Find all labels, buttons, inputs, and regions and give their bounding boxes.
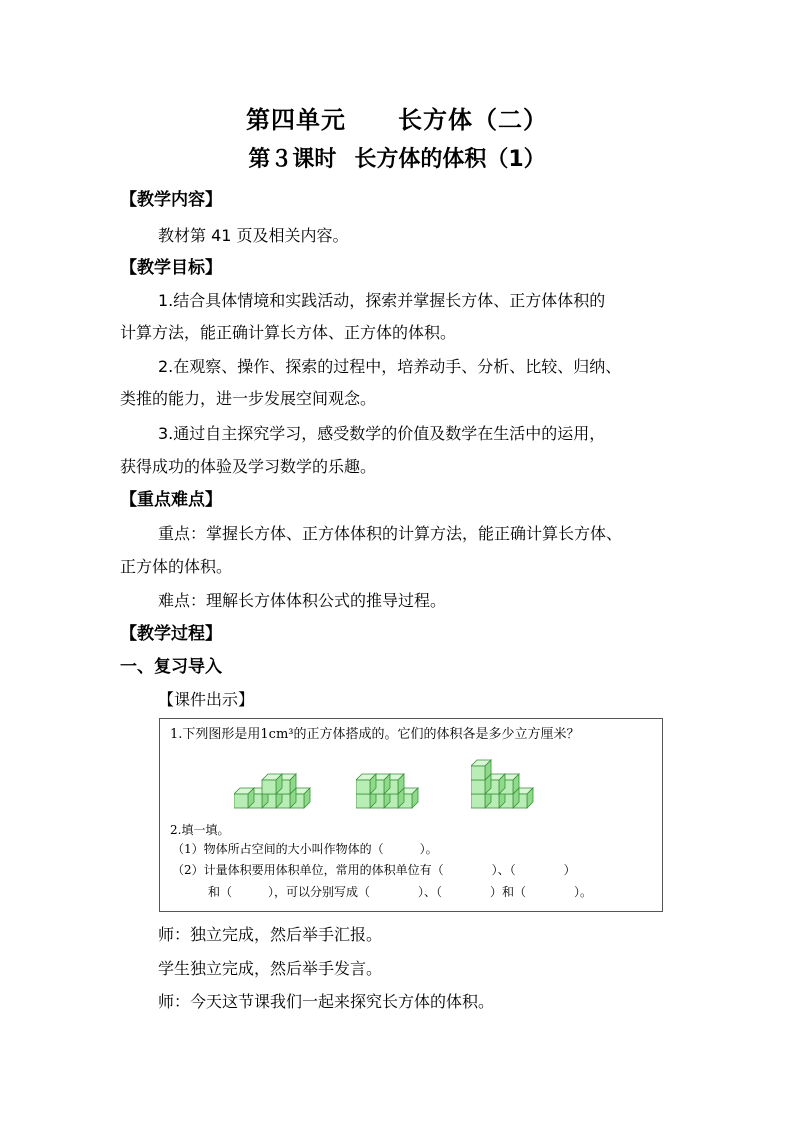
goal-3-line-2: 获得成功的体验及学习数学的乐趣。 xyxy=(120,457,377,476)
cube xyxy=(356,794,370,808)
question-1-text: 1.下列图形是用1cm³的正方体搭成的。它们的体积各是多少立方厘米？ xyxy=(170,727,580,742)
process-heading: 【教学过程】 xyxy=(120,624,222,644)
cube-figure-3 xyxy=(471,753,543,809)
cube-group-1 xyxy=(234,774,310,808)
question-2-2-text: （2）计量体积要用体积单位，常用的体积单位有（ ）、（ ） xyxy=(172,863,576,877)
cube xyxy=(471,766,485,780)
cube xyxy=(262,780,276,794)
keypoints-heading: 【重点难点】 xyxy=(120,490,222,510)
cube-group-2 xyxy=(356,774,418,808)
cube xyxy=(471,794,485,808)
courseware-box xyxy=(159,718,663,912)
goals-heading: 【教学目标】 xyxy=(120,258,222,278)
difficulty-text: 难点：理解长方体体积公式的推导过程。 xyxy=(158,591,447,610)
cube xyxy=(356,780,370,794)
unit-title xyxy=(0,100,794,135)
content-heading: 【教学内容】 xyxy=(120,190,222,210)
lesson-number: 第３课时 xyxy=(248,147,337,172)
chapter-label: 长方体（二） xyxy=(398,106,548,134)
dialogue-line-2: 学生独立完成，然后举手发言。 xyxy=(158,959,383,978)
question-2-3-text: 和（ ），可以分别写成（ ）、（ ）和（ ）。 xyxy=(208,885,593,899)
courseware-label: 【课件出示】 xyxy=(158,690,255,709)
goal-2-line-2: 类推的能力，进一步发展空间观念。 xyxy=(120,389,377,408)
cube-figure-2 xyxy=(356,767,426,809)
cube xyxy=(471,780,485,794)
key-point-line-1: 重点：掌握长方体、正方体体积的计算方法，能正确计算长方体、 xyxy=(158,524,623,543)
dialogue-line-1: 师：独立完成，然后举手汇报。 xyxy=(158,925,383,944)
cube-figure-1 xyxy=(234,767,314,809)
goal-2-line-1: 2.在观察、操作、探索的过程中，培养动手、分析、比较、归纳、 xyxy=(158,357,622,376)
content-text: 教材第 41 页及相关内容。 xyxy=(158,226,349,245)
question-2-text: 2.填一填。 xyxy=(170,823,230,837)
cube xyxy=(234,794,248,808)
question-2-1-text: （1）物体所占空间的大小叫作物体的（ ）。 xyxy=(172,842,438,856)
dialogue-line-3: 师：今天这节课我们一起来探究长方体的体积。 xyxy=(158,992,495,1011)
lesson-title xyxy=(0,142,794,173)
goal-1-line-1: 1.结合具体情境和实践活动，探索并掌握长方体、正方体体积的 xyxy=(158,291,606,310)
cube-group-3 xyxy=(471,760,533,808)
unit-label: 第四单元 xyxy=(246,106,346,134)
lesson-topic: 长方体的体积（1） xyxy=(354,147,546,172)
goal-1-line-2: 计算方法，能正确计算长方体、正方体的体积。 xyxy=(120,323,457,342)
key-point-line-2: 正方体的体积。 xyxy=(120,557,233,576)
goal-3-line-1: 3.通过自主探究学习，感受数学的价值及数学在生活中的运用， xyxy=(158,424,606,443)
section-1-heading: 一、复习导入 xyxy=(120,657,222,677)
